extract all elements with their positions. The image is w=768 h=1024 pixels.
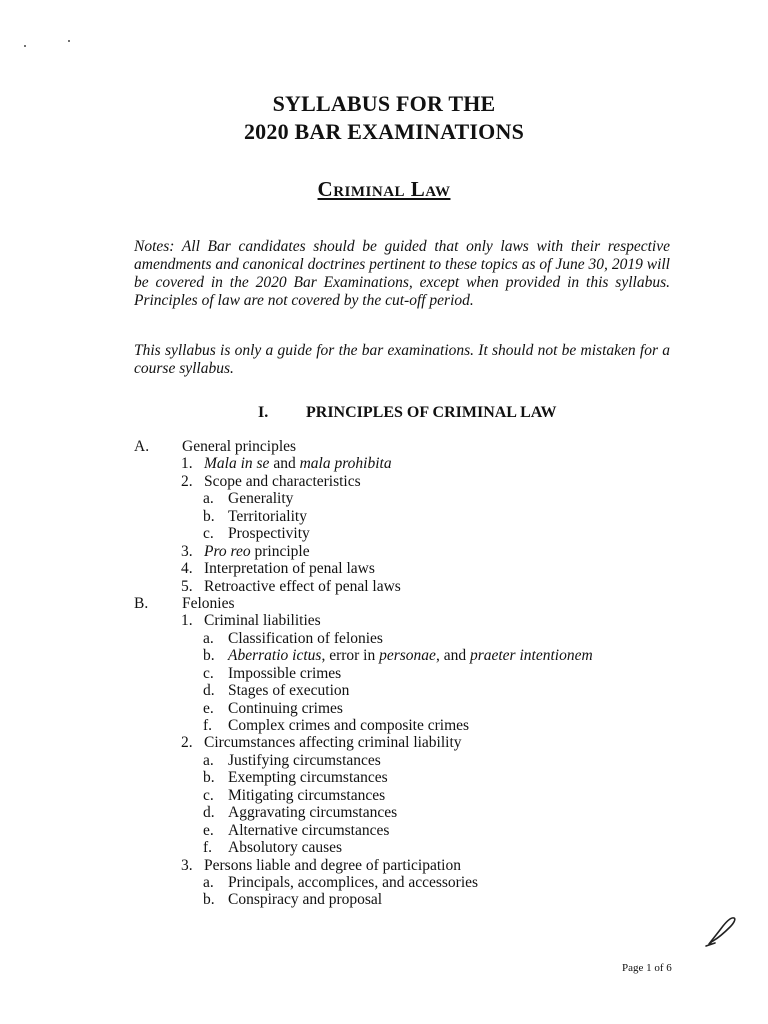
outline-item (134, 787, 694, 804)
outline-item-text (228, 822, 389, 839)
outline-item-text (228, 874, 478, 891)
outline-text-segment: Continuing crimes (228, 699, 343, 717)
notes-paragraph: Notes: All Bar candidates should be guided that only laws with their respective amendments and canonical doctrines pertinent to these topics as of June 30, 2019 will be covered in the 2020 Bar Examinations, except when provided in this syllabus. Principles of law are not covered by the cut-off period. (134, 238, 670, 309)
outline-text-segment: Mitigating circumstances (228, 786, 386, 804)
outline-text-segment: Persons liable and degree of participation (204, 856, 461, 874)
scan-speck-icon (68, 40, 70, 42)
outline-item-text (228, 525, 310, 542)
outline-item-text (204, 578, 401, 595)
outline-text-segment: Impossible crimes (228, 664, 342, 682)
outline-item-label: a. (203, 629, 214, 647)
outline-item (134, 647, 694, 664)
outline-item-label: c. (203, 525, 214, 543)
outline-item-text (228, 787, 385, 804)
outline-item-text (228, 630, 383, 647)
outline-item (134, 891, 694, 908)
outline-item-label: 1. (181, 612, 193, 630)
outline-item-label: e. (203, 699, 214, 717)
outline-text-segment: Circumstances affecting criminal liability (204, 734, 462, 752)
handwritten-initial-icon (703, 914, 739, 948)
outline-item-label: B. (134, 594, 149, 612)
outline-text-segment: Alternative circumstances (228, 821, 390, 839)
outline-text-segment: Justifying circumstances (228, 751, 381, 769)
outline-item-label: b. (203, 647, 215, 665)
outline-item-text (204, 560, 375, 577)
outline-item (134, 508, 694, 525)
outline-item-label: b. (203, 891, 215, 909)
outline-item (134, 630, 694, 647)
outline-item-text (204, 473, 361, 490)
outline-item-label: c. (203, 664, 214, 682)
outline-item-label: f. (203, 717, 213, 734)
scan-speck-icon (24, 45, 26, 47)
outline-item-text (228, 717, 469, 734)
outline-text-segment: Retroactive effect of penal laws (204, 577, 401, 595)
page-number: Page 1 of 6 (622, 962, 672, 974)
outline-item-text (228, 647, 593, 664)
outline-item (134, 612, 694, 629)
outline-item-text (228, 490, 293, 507)
outline-item-label: b. (203, 507, 215, 525)
subject-heading-text: Criminal Law (317, 177, 451, 201)
outline-item (134, 682, 694, 699)
outline-item-label: A. (134, 438, 150, 455)
outline-text-segment: , error in (321, 647, 380, 665)
outline-item (134, 543, 694, 560)
outline-item (134, 438, 694, 455)
subject-heading (0, 176, 768, 202)
outline-item-text (204, 455, 392, 472)
document-title-line1: SYLLABUS FOR THE (272, 91, 496, 116)
outline-item (134, 769, 694, 786)
outline-item (134, 857, 694, 874)
outline-item-label: 4. (181, 560, 193, 578)
outline-item-text (228, 891, 382, 908)
outline-item (134, 560, 694, 577)
outline-text-segment: Absolutory causes (228, 839, 343, 857)
outline-item (134, 734, 694, 751)
outline-item-label: d. (203, 804, 215, 822)
outline-item-text (228, 804, 397, 821)
outline-text-segment: Aggravating circumstances (228, 804, 398, 822)
section-number: I. (258, 404, 269, 421)
outline-text-segment: mala prohibita (299, 455, 392, 473)
outline-item (134, 455, 694, 472)
outline-item-text (204, 734, 462, 751)
outline-text-segment: and (269, 455, 300, 473)
outline-item-text (204, 543, 310, 560)
outline-text-segment: Conspiracy and proposal (228, 891, 383, 909)
outline-text-segment: Interpretation of penal laws (204, 560, 375, 578)
outline-item-label: a. (203, 490, 214, 508)
outline-text-segment: Criminal liabilities (204, 612, 321, 630)
outline-text-segment: Complex crimes and composite crimes (228, 717, 470, 734)
outline-item-label: b. (203, 769, 215, 787)
outline-item-text (228, 665, 341, 682)
outline-item (134, 752, 694, 769)
outline-item-text (228, 752, 381, 769)
outline-item (134, 578, 694, 595)
outline-item-text (228, 508, 307, 525)
outline-text-segment: principle (250, 542, 310, 560)
outline-item-label: a. (203, 751, 214, 769)
outline-item-label: 5. (181, 577, 193, 595)
outline-item (134, 839, 694, 856)
outline-item-label: c. (203, 786, 214, 804)
outline-item-label: d. (203, 682, 215, 700)
outline-text-segment: praeter intentionem (469, 647, 593, 665)
outline-text-segment: personae (379, 647, 436, 665)
outline-text-segment: Pro reo (204, 542, 251, 560)
outline-item-text (204, 612, 321, 629)
outline-item (134, 595, 694, 612)
outline-text-segment: Exempting circumstances (228, 769, 388, 787)
outline-item (134, 717, 694, 734)
outline-item-text (228, 700, 343, 717)
outline-item (134, 822, 694, 839)
outline-text-segment: Territoriality (228, 507, 307, 525)
outline-text-segment: Principals, accomplices, and accessories (228, 873, 479, 891)
outline-item (134, 804, 694, 821)
outline-text-segment: Prospectivity (228, 525, 310, 543)
outline-item (134, 874, 694, 891)
outline-text-segment: Aberratio ictus (228, 647, 322, 665)
outline-item-text (228, 839, 342, 856)
outline-item (134, 490, 694, 507)
outline-item-label: 1. (181, 455, 193, 473)
outline-item (134, 473, 694, 490)
outline-text-segment: Scope and characteristics (204, 472, 361, 490)
outline-text-segment: Felonies (182, 594, 235, 612)
outline-item-text (228, 682, 349, 699)
outline-text-segment: , and (435, 647, 470, 665)
outline-item (134, 700, 694, 717)
outline-item-label: 3. (181, 856, 193, 874)
outline-text-segment: Classification of felonies (228, 629, 383, 647)
outline-item-text (204, 857, 461, 874)
document-title-line2: 2020 BAR EXAMINATIONS (243, 119, 525, 144)
outline-item-text (182, 595, 235, 612)
outline-item (134, 665, 694, 682)
outline-item-label: 3. (181, 542, 193, 560)
outline-item-label: 2. (181, 472, 193, 490)
outline-text-segment: General principles (182, 438, 297, 455)
outline-text-segment: Generality (228, 490, 294, 508)
outline-item-label: a. (203, 873, 214, 891)
outline-item-text (228, 769, 388, 786)
disclaimer-paragraph: This syllabus is only a guide for the bar examinations. It should not be mistaken for a course syllabus. (134, 342, 670, 377)
section-title: PRINCIPLES OF CRIMINAL LAW (306, 404, 557, 421)
outline-item (134, 525, 694, 542)
outline-item-label: f. (203, 839, 213, 857)
outline-item-label: e. (203, 821, 214, 839)
outline-item-text (182, 438, 296, 455)
syllabus-outline (134, 438, 694, 909)
outline-text-segment: Mala in se (204, 455, 270, 473)
outline-item-label: 2. (181, 734, 193, 752)
outline-text-segment: Stages of execution (228, 682, 350, 700)
